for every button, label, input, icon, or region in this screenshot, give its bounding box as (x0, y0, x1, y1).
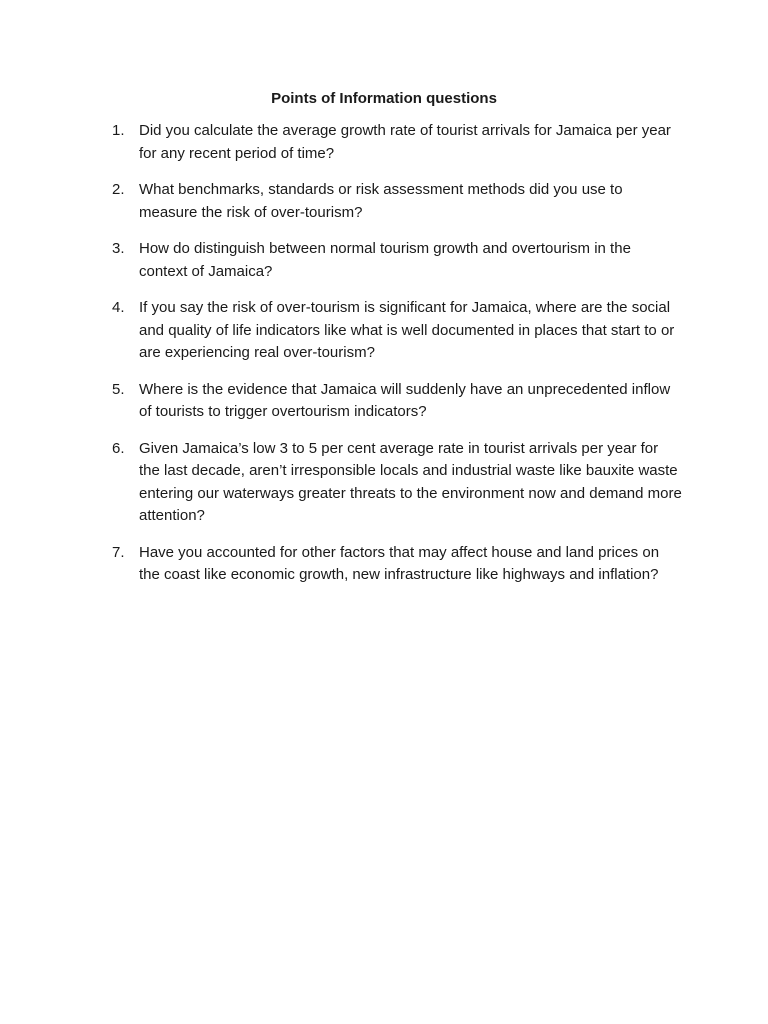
question-number: 2. (112, 181, 125, 198)
list-item (112, 542, 682, 587)
question-number: 3. (112, 240, 125, 257)
question-number: 5. (112, 380, 125, 398)
list-item (112, 120, 682, 165)
question-number: 4. (112, 299, 125, 316)
list-item (112, 238, 682, 283)
question-text: What benchmarks, standards or risk assessment methods did you use to measure the risk of over-tourism? (139, 181, 623, 221)
question-text: Given Jamaica’s low 3 to 5 per cent average rate in tourist arrivals per year for the last decade, aren’t irresponsible locals and industrial waste like bauxite waste entering our waterways greater threats to the environment now and demand more attention? (139, 439, 682, 524)
list-item (112, 379, 682, 424)
question-text: Have you accounted for other factors that may affect house and land prices on the coast like economic growth, new infrastructure like highways and inflation? (139, 543, 660, 583)
list-item (112, 179, 682, 224)
page-title: Points of Information questions (271, 90, 497, 107)
question-text: Did you calculate the average growth rate of tourist arrivals for Jamaica per year for any recent period of time? (139, 122, 671, 162)
question-number: 6. (112, 439, 125, 457)
question-text: How do distinguish between normal tourism growth and overtourism in the context of Jamaica? (139, 240, 631, 280)
list-item (112, 438, 682, 528)
question-text: If you say the risk of over-tourism is significant for Jamaica, where are the social and quality of life indicators like what is well documented in places that start to or are experiencing real over-tourism? (139, 299, 675, 361)
question-number: 7. (112, 543, 125, 561)
list-item (112, 297, 682, 365)
question-number: 1. (112, 122, 125, 139)
questions-list (112, 120, 682, 601)
question-text: Where is the evidence that Jamaica will suddenly have an unprecedented inflow of tourists to trigger overtourism indicators? (139, 380, 671, 420)
